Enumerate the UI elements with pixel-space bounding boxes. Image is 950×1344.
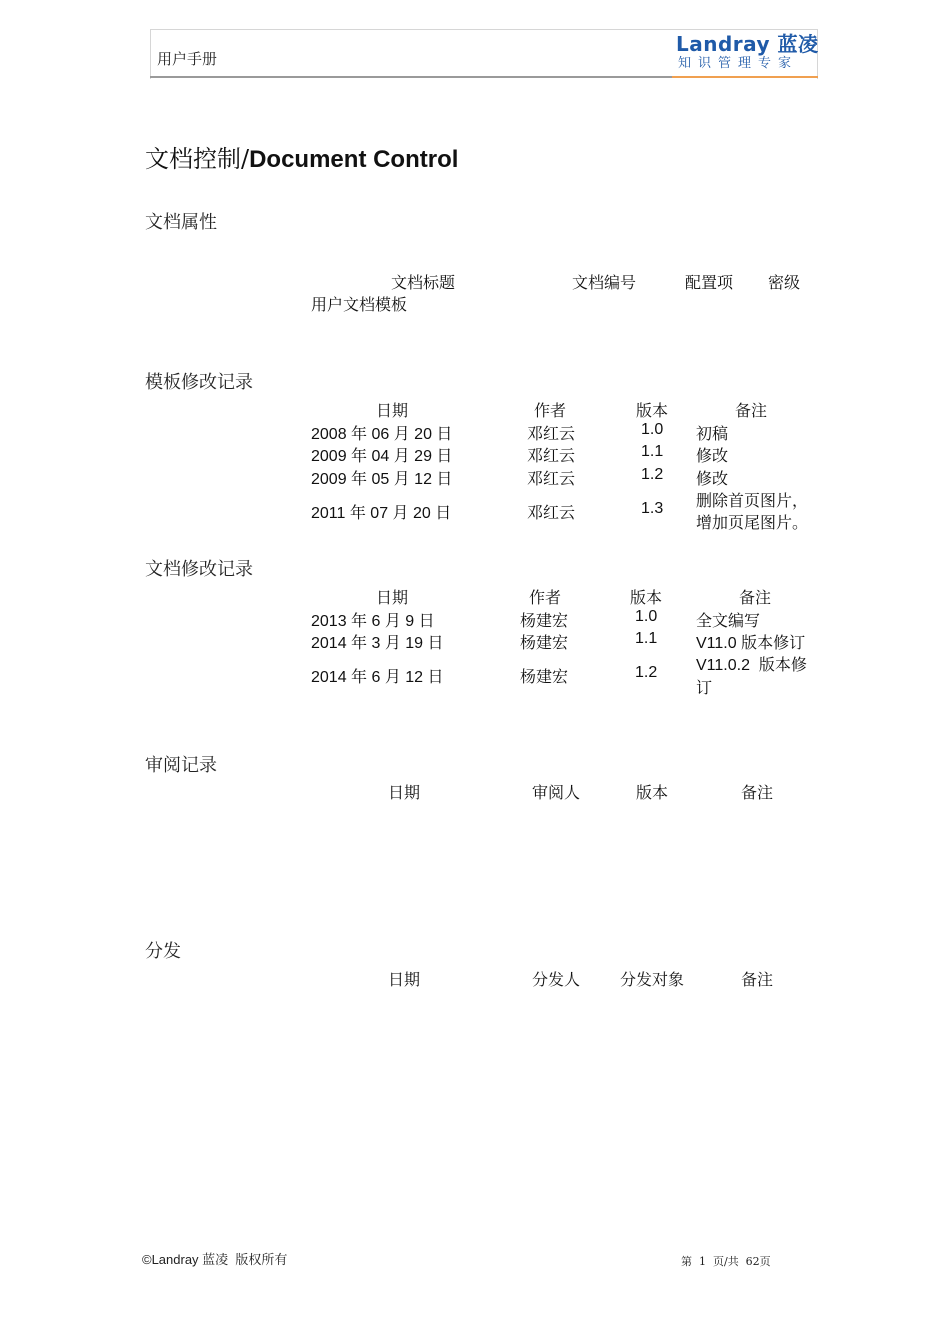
distribution-header-note: 备注 — [741, 970, 774, 989]
table-row-date: 2014 年 6 月 12 日 — [311, 669, 444, 686]
footer-page-number: 第 1 页/共 62页 — [681, 1255, 771, 1268]
header-label: 用户手册 — [157, 50, 218, 68]
landray-logo: Landray 蓝凌 — [676, 32, 819, 56]
table-row-version: 1.1 — [635, 630, 658, 647]
section-heading-template-log: 模板修改记录 — [145, 372, 253, 393]
doc-log-header-author: 作者 — [529, 588, 562, 607]
table-row-note-cont: 增加页尾图片。 — [696, 513, 809, 532]
table-row-note-cont: 订 — [696, 678, 713, 697]
distribution-header-distributor: 分发人 — [532, 970, 581, 989]
template-log-header-date: 日期 — [376, 401, 409, 420]
table-row-author: 邓红云 — [527, 446, 576, 465]
table-row-note: V11.0.2 版本修 — [696, 657, 807, 674]
table-row-author: 杨建宏 — [520, 667, 569, 686]
table-row-version: 1.3 — [641, 500, 664, 517]
table-row-date: 2013 年 6 月 9 日 — [311, 613, 435, 630]
doc-log-header-version: 版本 — [630, 588, 663, 607]
review-header-date: 日期 — [388, 783, 421, 802]
table-row-date: 2011 年 07 月 20 日 — [311, 505, 452, 522]
distribution-header-recipient: 分发对象 — [620, 970, 685, 989]
table-row-date: 2014 年 3 月 19 日 — [311, 635, 444, 652]
table-row-author: 邓红云 — [527, 469, 576, 488]
table-row-note: 修改 — [696, 446, 729, 465]
table-row-author: 杨建宏 — [520, 633, 569, 652]
doc-log-header-note: 备注 — [739, 588, 772, 607]
table-row-note: V11.0 版本修订 — [696, 635, 806, 652]
doc-props-header-number: 文档编号 — [572, 273, 637, 292]
template-log-header-author: 作者 — [534, 401, 567, 420]
section-heading-doc-props: 文档属性 — [145, 212, 217, 233]
table-row-note: 删除首页图片， — [696, 491, 809, 510]
table-row-version: 1.1 — [641, 443, 664, 460]
section-heading-distribution: 分发 — [145, 941, 181, 962]
doc-props-value: 用户文档模板 — [311, 295, 408, 314]
table-row-version: 1.0 — [635, 608, 658, 625]
table-row-note: 全文编写 — [696, 611, 761, 630]
table-row-version: 1.0 — [641, 421, 664, 438]
table-row-note: 初稿 — [696, 424, 729, 443]
doc-log-header-date: 日期 — [376, 588, 409, 607]
review-header-note: 备注 — [741, 783, 774, 802]
footer-copyright: ©Landray 蓝凌 版权所有 — [142, 1252, 288, 1267]
table-row-author: 杨建宏 — [520, 611, 569, 630]
page-title — [145, 139, 458, 174]
doc-props-header-config: 配置项 — [685, 273, 734, 292]
distribution-header-date: 日期 — [388, 970, 421, 989]
table-row-version: 1.2 — [641, 466, 664, 483]
page-title-en: Document Control — [249, 146, 459, 173]
logo-tagline: 知识管理专家 — [678, 56, 799, 71]
table-row-date: 2009 年 05 月 12 日 — [311, 471, 453, 488]
table-row-note: 修改 — [696, 469, 729, 488]
table-row-version: 1.2 — [635, 664, 658, 681]
template-log-header-version: 版本 — [636, 401, 669, 420]
header-rule-accent — [672, 76, 818, 78]
table-row-author: 邓红云 — [527, 424, 576, 443]
review-header-reviewer: 审阅人 — [532, 783, 581, 802]
table-row-date: 2009 年 04 月 29 日 — [311, 448, 453, 465]
section-heading-doc-log: 文档修改记录 — [145, 559, 253, 580]
table-row-date: 2008 年 06 月 20 日 — [311, 426, 453, 443]
doc-props-header-security: 密级 — [768, 273, 801, 292]
doc-props-header-title: 文档标题 — [391, 273, 456, 292]
section-heading-review: 审阅记录 — [145, 755, 217, 776]
review-header-version: 版本 — [636, 783, 669, 802]
table-row-author: 邓红云 — [527, 503, 576, 522]
header-rule — [150, 76, 672, 78]
template-log-header-note: 备注 — [735, 401, 768, 420]
page-title-zh: 文档控制/ — [145, 145, 250, 173]
